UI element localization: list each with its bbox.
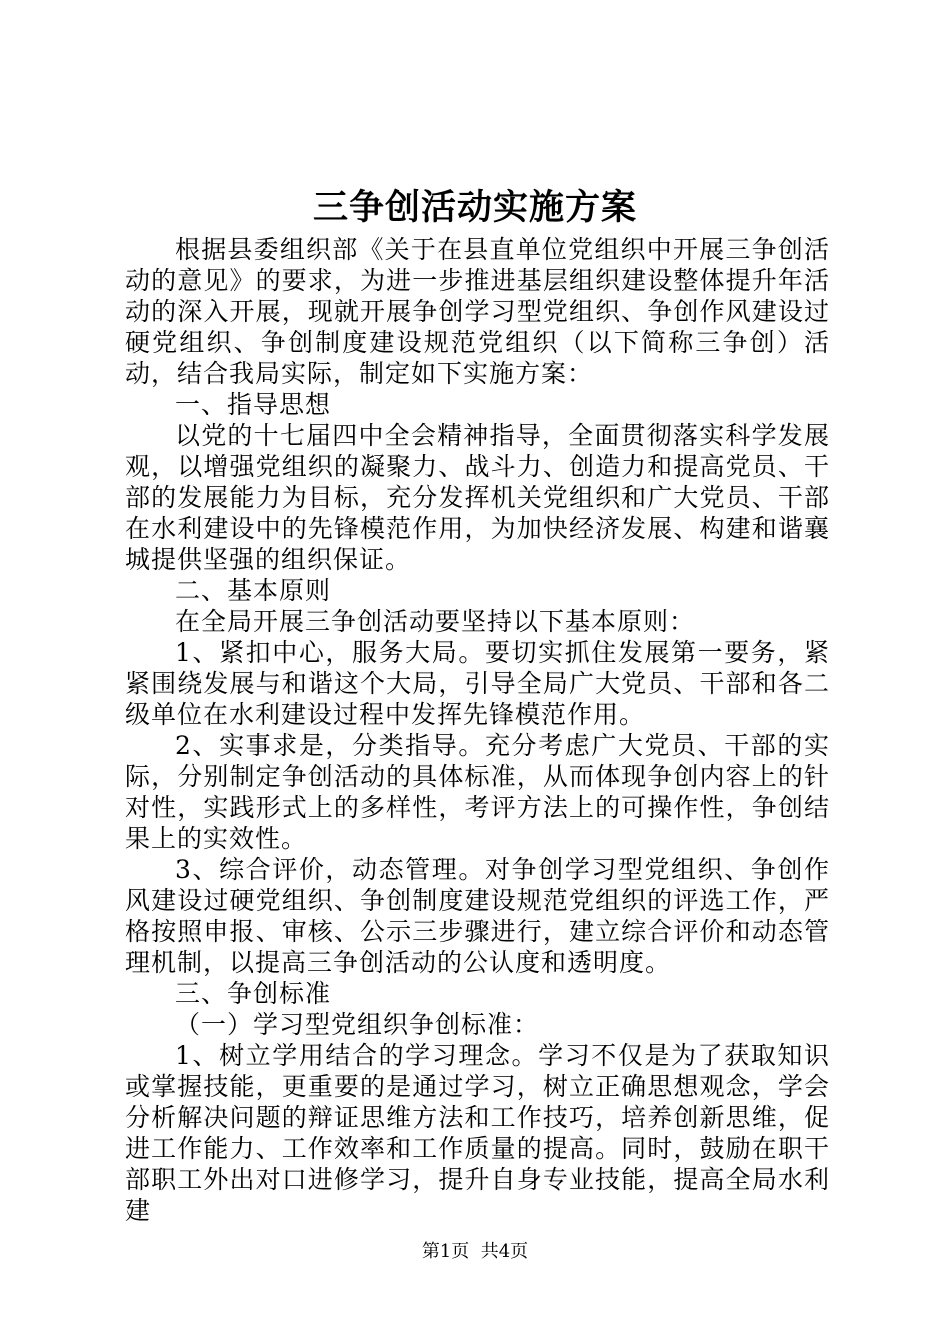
page-footer <box>0 1240 950 1264</box>
paragraph-principle-1: 1、紧扣中心，服务大局。要切实抓住发展第一要务，紧紧围绕发展与和谐这个大局，引导全局广大党员、干部和各二级单位在水利建设过程中发挥先锋模范作用。 <box>125 638 830 729</box>
section-heading-basic-principles: 二、基本原则 <box>175 576 332 605</box>
page-number-label: 第1页 共4页 <box>421 1241 529 1262</box>
section-heading-guiding-thought: 一、指导思想 <box>175 390 332 419</box>
paragraph-intro: 根据县委组织部《关于在县直单位党组织中开展三争创活动的意见》的要求，为进一步推进基层组织建设整体提升年活动的深入开展，现就开展争创学习型党组织、争创作风建设过硬党组织、争创制度建设规范党组织（以下简称三争创）活动，结合我局实际，制定如下实施方案： <box>125 235 830 388</box>
subsection-heading-learning-org: （一）学习型党组织争创标准： <box>175 1010 540 1039</box>
document-title: 三争创活动实施方案 <box>312 187 637 228</box>
paragraph-standard-1: 1、树立学用结合的学习理念。学习不仅是为了获取知识或掌握技能，更重要的是通过学习，树立正确思想观念，学会分析解决问题的辩证思维方法和工作技巧，培养创新思维，促进工作能力、工作效率和工作质量的提高。同时，鼓励在职干部职工外出对口进修学习，提升自身专业技能，提高全局水利建 <box>125 1041 830 1225</box>
paragraph-principles-intro: 在全局开展三争创活动要坚持以下基本原则： <box>175 607 696 636</box>
paragraph-guiding-thought: 以党的十七届四中全会精神指导，全面贯彻落实科学发展观，以增强党组织的凝聚力、战斗力、创造力和提高党员、干部的发展能力为目标，充分发挥机关党组织和广大党员、干部在水利建设中的先锋模范作用，为加快经济发展、构建和谐襄城提供坚强的组织保证。 <box>125 421 830 574</box>
section-heading-standards: 三、争创标准 <box>175 979 332 1008</box>
paragraph-principle-2: 2、实事求是，分类指导。充分考虑广大党员、干部的实际，分别制定争创活动的具体标准，从而体现争创内容上的针对性，实践形式上的多样性，考评方法上的可操作性，争创结果上的实效性。 <box>125 731 830 853</box>
document-body <box>125 234 830 1226</box>
paragraph-principle-3: 3、综合评价，动态管理。对争创学习型党组织、争创作风建设过硬党组织、争创制度建设规范党组织的评选工作，严格按照申报、审核、公示三步骤进行，建立综合评价和动态管理机制，以提高三争创活动的公认度和透明度。 <box>125 855 830 977</box>
